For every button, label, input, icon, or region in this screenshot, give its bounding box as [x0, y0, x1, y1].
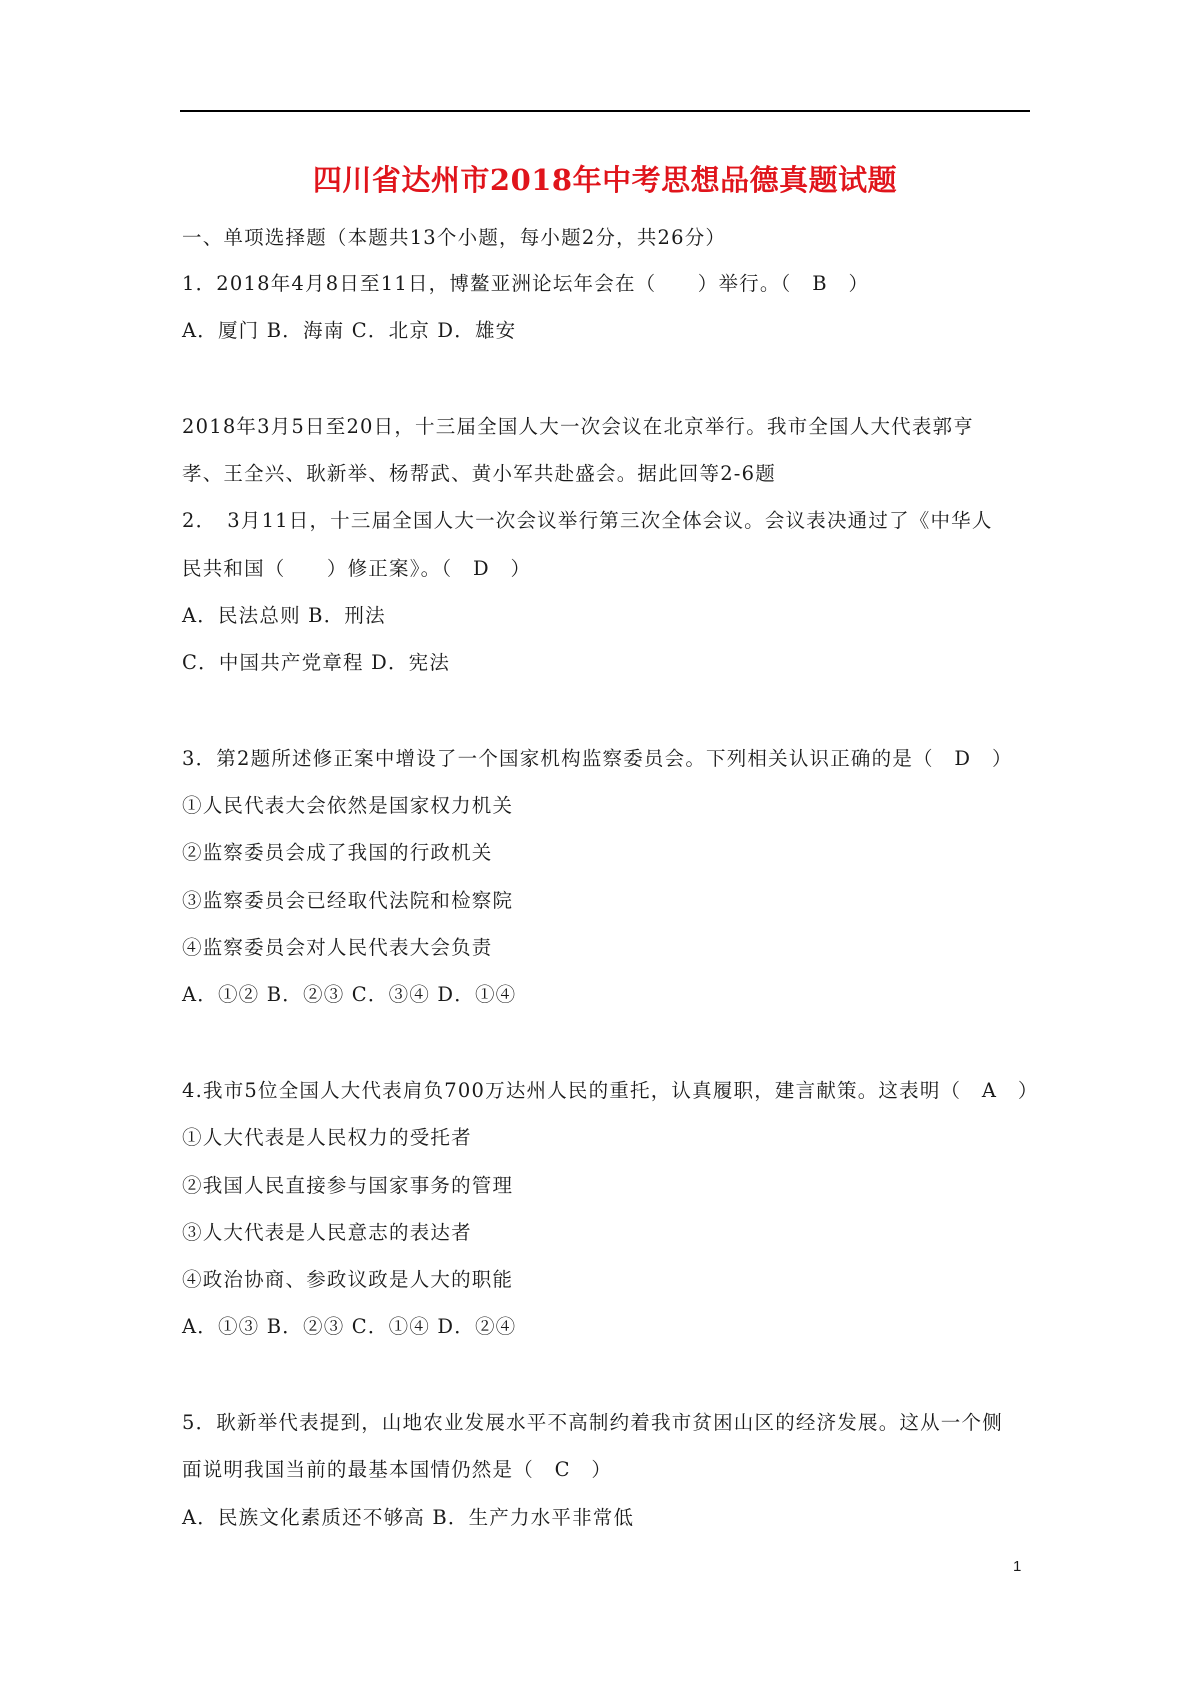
- q5-stem-2: 面说明我国当前的最基本国情仍然是（ C ）: [182, 1458, 613, 1481]
- q2-options-1: A．民法总则 B．刑法: [182, 604, 386, 627]
- q3-options: A．①② B．②③ C．③④ D．①④: [182, 983, 517, 1006]
- q4-statement-3: ③人大代表是人民意志的表达者: [182, 1221, 472, 1244]
- header-rule: [180, 110, 1030, 112]
- q2-stem-1: 2． 3月11日，十三届全国人大一次会议举行第三次全体会议。会议表决通过了《中华人: [182, 509, 993, 532]
- q3-stem: 3．第2题所述修正案中增设了一个国家机构监察委员会。下列相关认识正确的是（ D ）: [182, 747, 1013, 770]
- q3-statement-3: ③监察委员会已经取代法院和检察院: [182, 889, 514, 912]
- document-title: 四川省达州市2018年中考思想品德真题试题: [312, 163, 898, 197]
- q5-stem-1: 5．耿新举代表提到，山地农业发展水平不高制约着我市贫困山区的经济发展。这从一个侧: [182, 1411, 1003, 1434]
- q3-statement-4: ④监察委员会对人民代表大会负责: [182, 936, 493, 959]
- q4-options: A．①③ B．②③ C．①④ D．②④: [182, 1315, 517, 1338]
- q4-statement-2: ②我国人民直接参与国家事务的管理: [182, 1174, 514, 1197]
- q5-options: A．民族文化素质还不够高 B．生产力水平非常低: [182, 1506, 635, 1529]
- q4-statement-1: ①人大代表是人民权力的受托者: [182, 1126, 472, 1149]
- section-heading: 一、单项选择题（本题共13个小题，每小题2分，共26分）: [182, 226, 727, 249]
- q2-stem-2: 民共和国（ ）修正案》。（ D ）: [182, 557, 532, 580]
- material-line-2: 孝、王全兴、耿新举、杨帮武、黄小军共赴盛会。据此回等2-6题: [182, 462, 776, 485]
- page-number: 1: [1013, 1558, 1022, 1575]
- q1-options: A．厦门 B．海南 C．北京 D．雄安: [182, 319, 517, 342]
- material-line-1: 2018年3月5日至20日，十三届全国人大一次会议在北京举行。我市全国人大代表郭亨: [182, 415, 974, 438]
- q1-stem: 1．2018年4月8日至11日，博鳌亚洲论坛年会在（ ）举行。（ B ）: [182, 272, 870, 295]
- q2-options-2: C．中国共产党章程 D．宪法: [182, 651, 451, 674]
- q3-statement-2: ②监察委员会成了我国的行政机关: [182, 841, 493, 864]
- q4-statement-4: ④政治协商、参政议政是人大的职能: [182, 1268, 514, 1291]
- q4-stem: 4.我市5位全国人大代表肩负700万达州人民的重托，认真履职，建言献策。这表明（ A ）: [182, 1079, 1039, 1102]
- q3-statement-1: ①人民代表大会依然是国家权力机关: [182, 794, 514, 817]
